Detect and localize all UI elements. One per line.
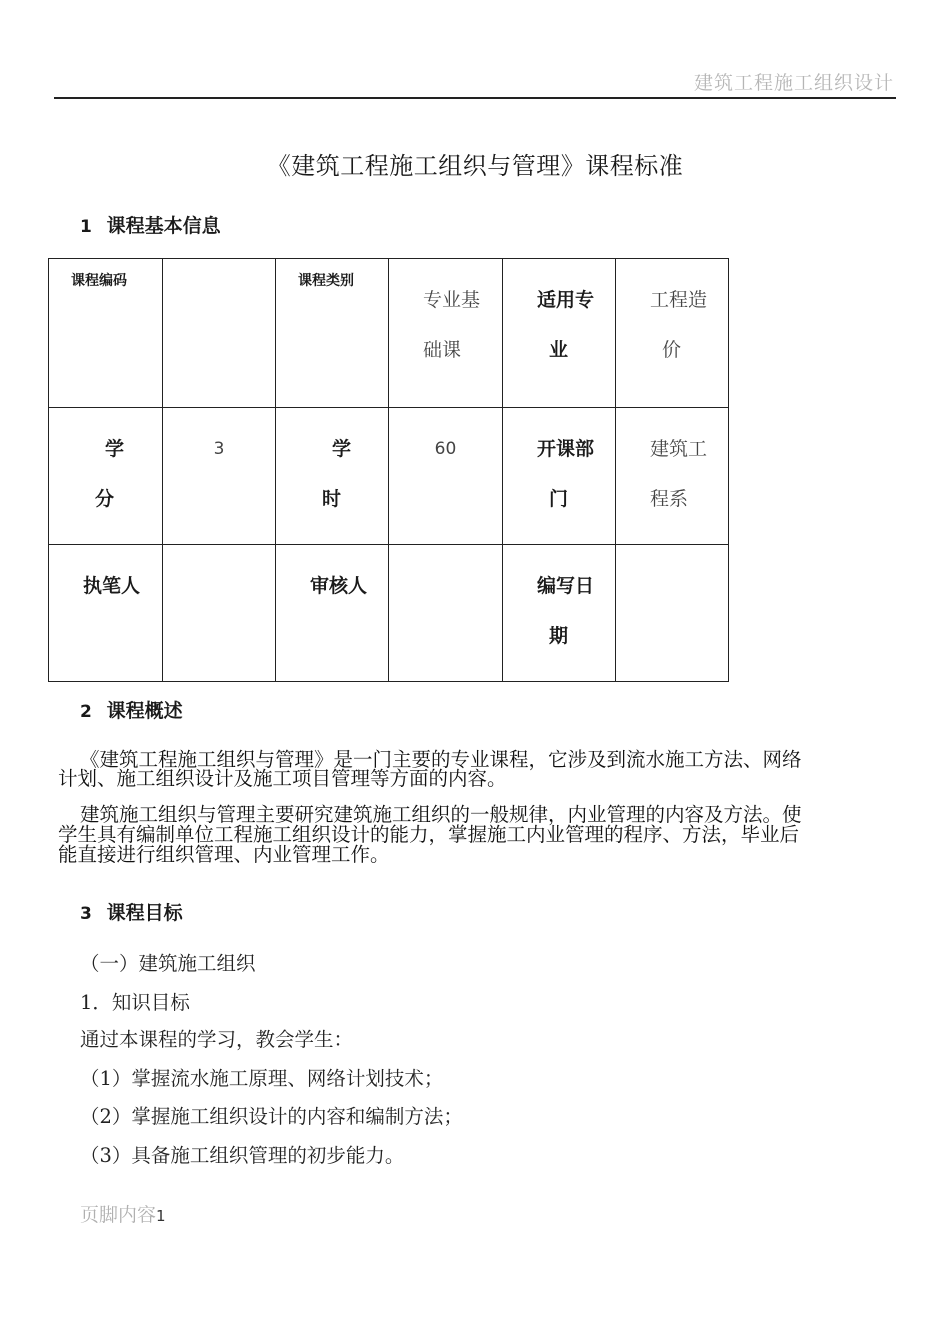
reviewer-value (389, 545, 503, 682)
document-title: 《建筑工程施工组织与管理》课程标准 (266, 152, 684, 180)
cell-line: 专业基 (423, 289, 481, 311)
section-label: 课程基本信息 (106, 215, 221, 237)
major-value (616, 259, 729, 408)
course-code-value (163, 259, 276, 408)
course-info-table (48, 258, 729, 682)
text-line: 学生具有编制单位工程施工组织设计的能力，掌握施工内业管理的程序、方法，毕业后 (58, 823, 800, 846)
running-header: 建筑工程施工组织设计 (693, 72, 894, 94)
section-heading-overview (80, 696, 183, 723)
section-number: 1 (80, 217, 92, 237)
date-label (503, 545, 616, 682)
section-number: 2 (80, 702, 92, 722)
table-row (49, 259, 729, 408)
course-type-value (389, 259, 503, 408)
table-row (49, 545, 729, 682)
reviewer-label: 审核人 (276, 545, 389, 682)
cell-line: 期 (549, 625, 569, 647)
cell-line: 础课 (423, 339, 462, 361)
cell-line: 业 (549, 339, 569, 361)
knowledge-goal-heading: 1．知识目标 (80, 991, 190, 1014)
author-label: 执笔人 (49, 545, 163, 682)
cell-line: 编写日 (537, 575, 595, 597)
goals-intro: 通过本课程的学习，教会学生： (80, 1028, 354, 1051)
cell-line: 适用专 (537, 289, 595, 311)
section-label: 课程概述 (106, 700, 183, 722)
text-line: 能直接进行组织管理、内业管理工作。 (58, 843, 390, 866)
section-number: 3 (80, 904, 92, 924)
cell-line: 时 (322, 488, 342, 510)
major-label (503, 259, 616, 408)
credit-label (49, 408, 163, 545)
list-item: （2）掌握施工组织设计的内容和编制方法； (80, 1105, 463, 1128)
table-row (49, 408, 729, 545)
department-label (503, 408, 616, 545)
credit-value: 3 (163, 408, 276, 545)
cell-line: 建筑工 (650, 438, 708, 460)
text-line: 《建筑工程施工组织与管理》是一门主要的专业课程，它涉及到流水施工方法、网络 (80, 748, 802, 771)
list-item: （1）掌握流水施工原理、网络计划技术； (80, 1067, 444, 1090)
goals-part-heading: （一）建筑施工组织 (80, 952, 256, 975)
course-code-label: 课程编码 (49, 259, 163, 408)
section-heading-goals (80, 898, 183, 925)
cell-line: 学 (332, 438, 352, 460)
cell-line: 工程造 (650, 289, 708, 311)
cell-line: 价 (662, 339, 682, 361)
overview-paragraph-2 (58, 802, 900, 867)
page-number: 1 (156, 1207, 166, 1225)
list-item: （3）具备施工组织管理的初步能力。 (80, 1144, 405, 1167)
page-footer (80, 1200, 166, 1227)
cell-line: 学 (105, 438, 125, 460)
course-type-label: 课程类别 (276, 259, 389, 408)
overview-paragraph-1 (58, 747, 900, 791)
text-line: 建筑施工组织与管理主要研究建筑施工组织的一般规律，内业管理的内容及方法。使 (80, 803, 802, 826)
cell-line: 分 (95, 488, 115, 510)
department-value (616, 408, 729, 545)
header-rule (54, 97, 896, 99)
cell-line: 门 (549, 488, 569, 510)
section-label: 课程目标 (106, 902, 183, 924)
footer-text: 页脚内容 (80, 1204, 157, 1226)
author-value (163, 545, 276, 682)
section-heading-basic-info (80, 211, 221, 238)
cell-line: 开课部 (537, 438, 595, 460)
text-line: 计划、施工组织设计及施工项目管理等方面的内容。 (58, 767, 507, 790)
hours-label (276, 408, 389, 545)
cell-line: 程系 (650, 488, 689, 510)
hours-value: 60 (389, 408, 503, 545)
date-value (616, 545, 729, 682)
